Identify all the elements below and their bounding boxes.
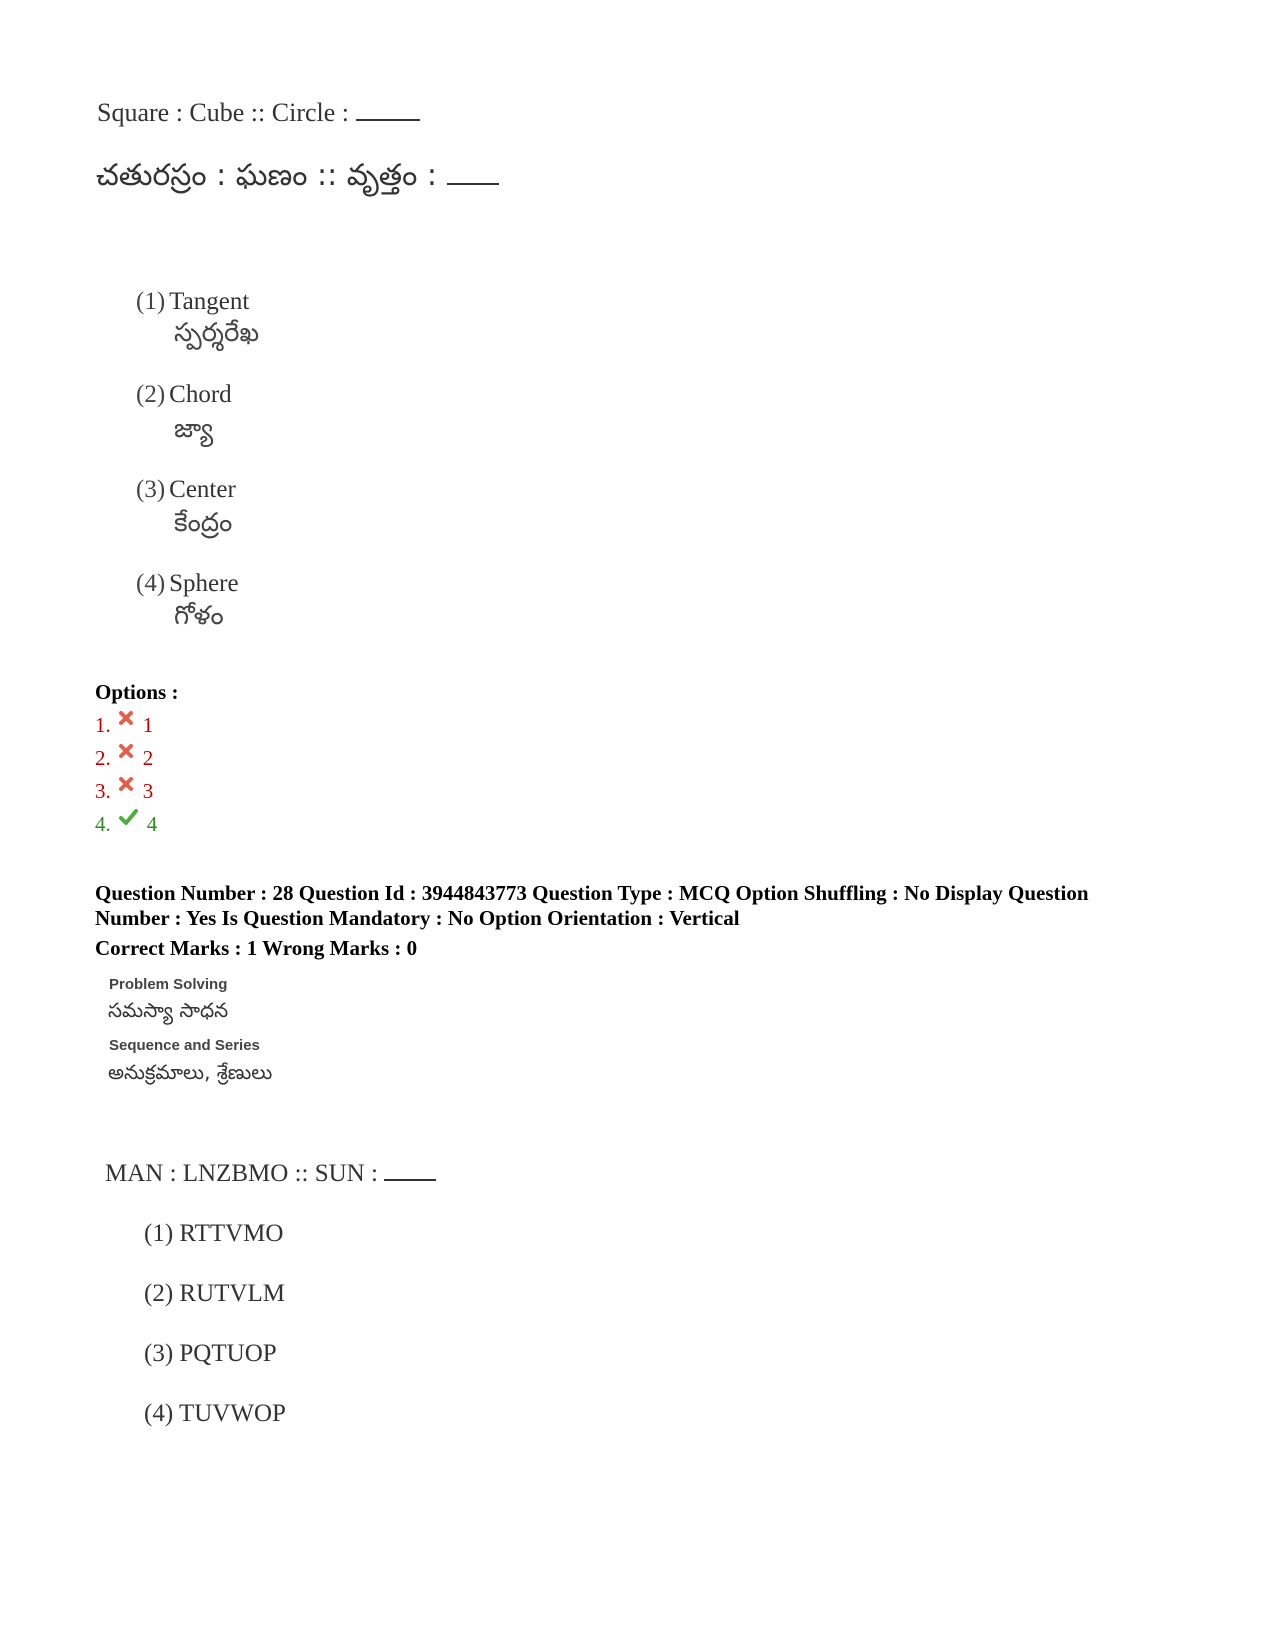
q28-question: MAN : LNZBMO :: SUN : <box>105 1160 436 1188</box>
option-row-3: 3. 3 <box>95 779 153 804</box>
topic-1-telugu: సమస్యా సాధన <box>108 998 229 1022</box>
q27-choice-1-telugu: స్పర్శరేఖ <box>174 318 260 348</box>
q27-choice-4-telugu: గోళం <box>174 601 224 631</box>
cross-icon <box>117 775 135 793</box>
q28-choice-1: (1) RTTVMO <box>144 1220 284 1247</box>
choice-english: Tangent <box>169 288 250 315</box>
options-title: Options : <box>95 680 179 704</box>
q27-question-english: Square : Cube :: Circle : <box>97 98 420 128</box>
q27-choice-4 <box>136 570 239 598</box>
cross-icon <box>117 709 135 727</box>
q28-choice-4: (4) TUVWOP <box>144 1400 286 1427</box>
cross-icon <box>117 742 135 760</box>
q27-choice-1 <box>136 288 249 316</box>
q27-choice-3-telugu: కేంద్రం <box>174 508 233 538</box>
q27-choice-2 <box>136 381 232 409</box>
check-icon <box>117 808 139 826</box>
q28-choice-3: (3) PQTUOP <box>144 1340 277 1367</box>
topic-2-english: Sequence and Series <box>109 1037 260 1054</box>
question-meta-line-2: Number : Yes Is Question Mandatory : No Option Orientation : Vertical <box>95 906 740 930</box>
q27-question-telugu: చతురస్రం : ఘణం :: వృత్తం : <box>96 158 499 200</box>
choice-number: (1) <box>136 288 166 315</box>
q28-choice-2: (2) RUTVLM <box>144 1280 285 1307</box>
choice-english: Chord <box>169 381 232 408</box>
choice-number: (3) <box>136 476 166 503</box>
question-marks: Correct Marks : 1 Wrong Marks : 0 <box>95 936 418 960</box>
choice-number: (2) <box>136 381 166 408</box>
choice-english: Center <box>169 476 236 503</box>
option-row-2: 2. 2 <box>95 746 153 771</box>
option-row-1: 1. 1 <box>95 713 153 738</box>
question-meta-line-1: Question Number : 28 Question Id : 3944843773 Question Type : MCQ Option Shuffling : No Display Question <box>95 881 1089 905</box>
topic-1-english: Problem Solving <box>109 976 228 993</box>
option-row-4: 4. 4 <box>95 812 157 837</box>
topic-2-telugu: అనుక్రమాలు, శ్రేణులు <box>108 1060 273 1084</box>
q27-choice-3 <box>136 476 236 504</box>
choice-english: Sphere <box>169 570 239 597</box>
choice-number: (4) <box>136 570 166 597</box>
q27-choice-2-telugu: జ్యా <box>174 414 214 444</box>
